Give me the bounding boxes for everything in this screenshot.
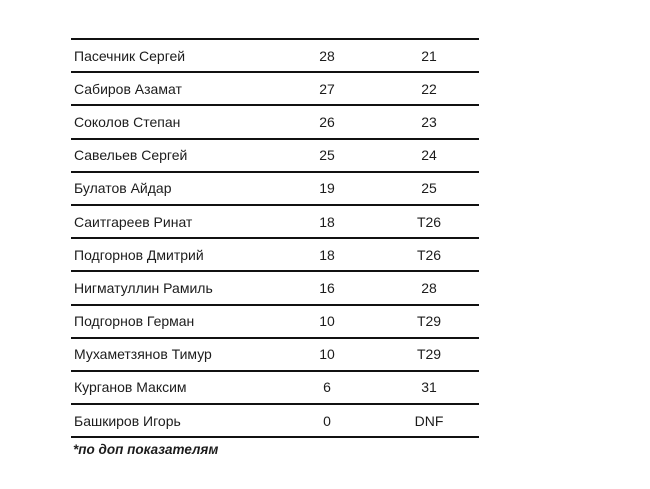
points-cell: 16	[319, 279, 335, 296]
position-cell: T29	[416, 313, 442, 330]
table-row	[71, 71, 479, 104]
position-cell: 21	[421, 47, 437, 64]
points-cell: 25	[319, 147, 335, 164]
table-row	[71, 38, 479, 71]
points-cell: 27	[319, 80, 335, 97]
player-name-cell: Башкиров Игорь	[74, 412, 181, 429]
footnote: *по доп показателям	[73, 442, 219, 457]
player-name-cell: Подгорнов Герман	[74, 313, 195, 330]
position-cell: DNF	[414, 412, 444, 429]
player-name-cell: Саитгареев Ринат	[74, 213, 193, 230]
points-cell: 18	[319, 213, 335, 230]
table-row	[71, 337, 479, 370]
table-row	[71, 370, 479, 403]
player-name-cell: Соколов Степан	[74, 113, 181, 130]
points-cell: 18	[319, 246, 335, 263]
player-name-cell: Мухаметзянов Тимур	[74, 346, 212, 363]
position-cell: T26	[416, 213, 442, 230]
player-name-cell: Подгорнов Дмитрий	[74, 246, 204, 263]
points-cell: 26	[319, 113, 335, 130]
position-cell: 24	[421, 147, 437, 164]
player-name-cell: Сабиров Азамат	[74, 80, 182, 97]
points-cell: 10	[319, 313, 335, 330]
position-cell: T26	[416, 246, 442, 263]
player-name-cell: Булатов Айдар	[74, 180, 172, 197]
table-row	[71, 171, 479, 204]
table-row	[71, 138, 479, 171]
position-cell: 23	[421, 113, 437, 130]
points-cell: 19	[319, 180, 335, 197]
table-row	[71, 237, 479, 270]
table-row	[71, 270, 479, 303]
player-name-cell: Савельев Сергей	[74, 147, 188, 164]
table-row	[71, 204, 479, 237]
position-cell: 22	[421, 80, 437, 97]
table-row	[71, 304, 479, 337]
player-name-cell: Пасечник Сергей	[74, 47, 186, 64]
position-cell: 25	[421, 180, 437, 197]
points-cell: 0	[323, 412, 331, 429]
table-row	[71, 104, 479, 137]
position-cell: 31	[421, 379, 437, 396]
position-cell: 28	[421, 279, 437, 296]
player-name-cell: Нигматуллин Рамиль	[74, 279, 213, 296]
player-name-cell: Курганов Максим	[74, 379, 187, 396]
points-cell: 28	[319, 47, 335, 64]
points-cell: 10	[319, 346, 335, 363]
position-cell: T29	[416, 346, 442, 363]
results-table	[71, 38, 479, 438]
table-row	[71, 403, 479, 436]
points-cell: 6	[323, 379, 331, 396]
